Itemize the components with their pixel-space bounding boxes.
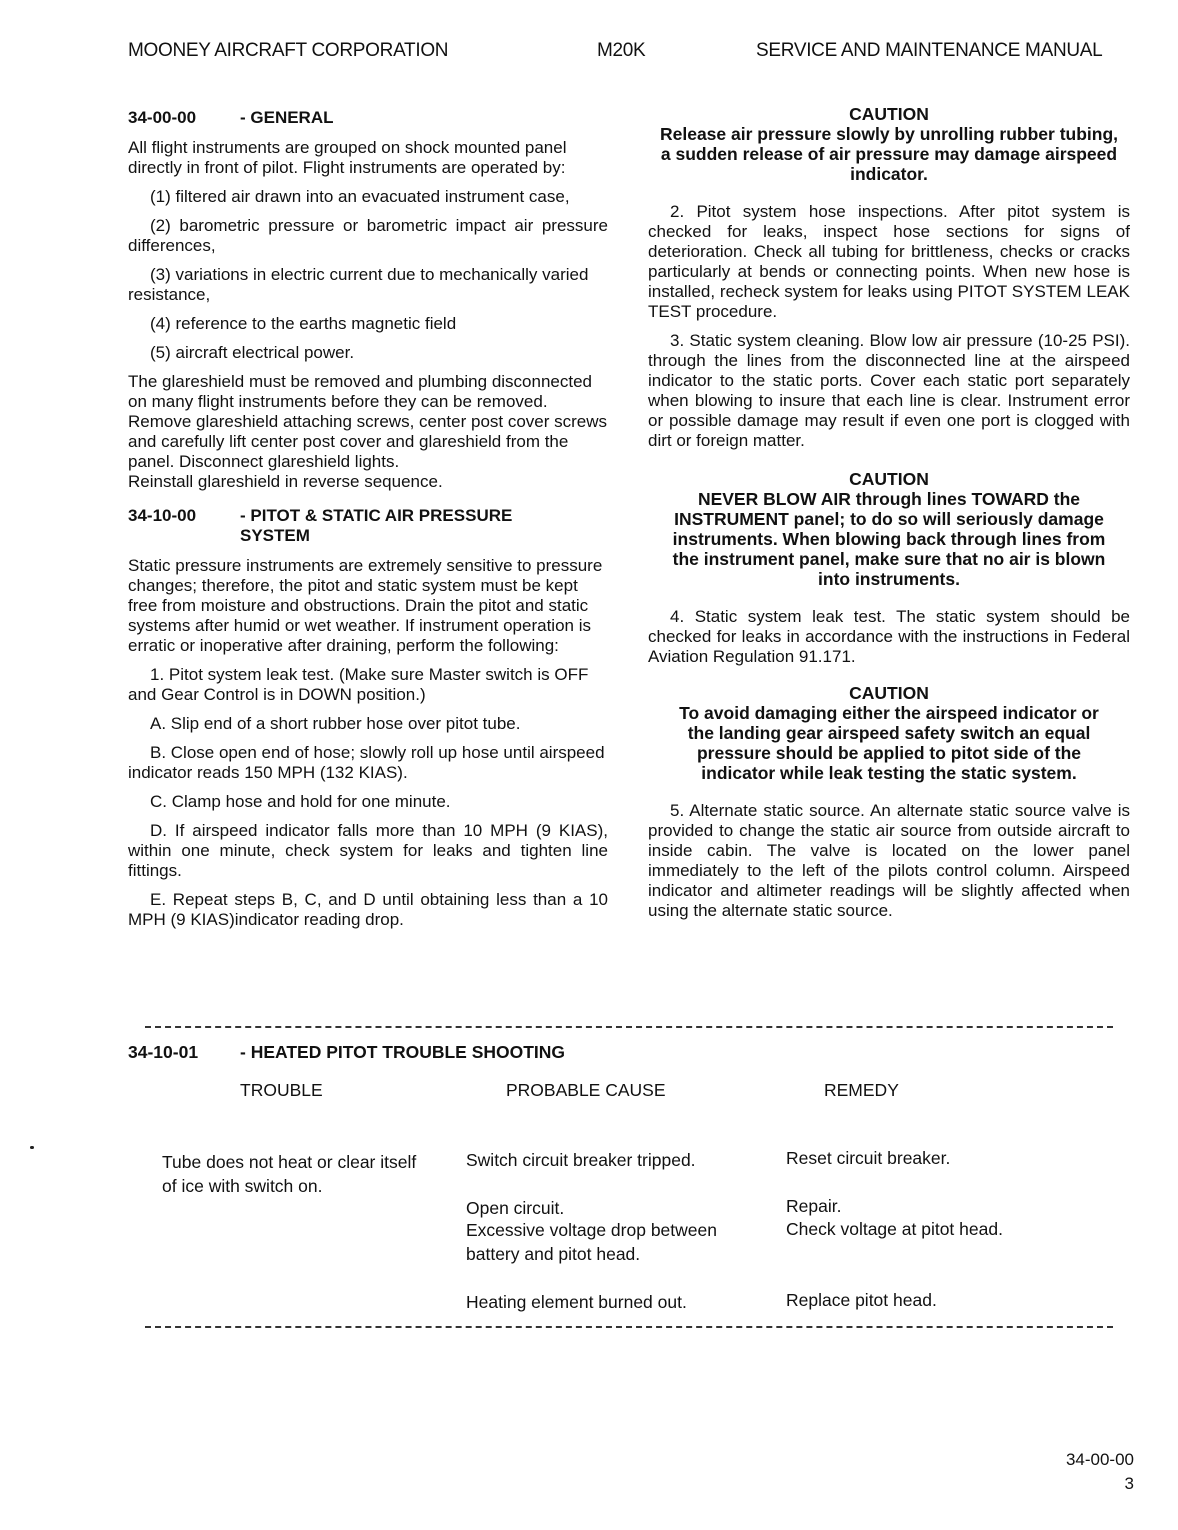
cause-cell: Heating element burned out. [466, 1292, 687, 1312]
list-item: 1. Pitot system leak test. (Make sure Master switch is OFF and Gear Control is in DOWN position.) [128, 665, 589, 704]
cause-cell: Excessive voltage drop between battery and pitot head. [466, 1220, 717, 1264]
left-column [128, 108, 608, 939]
caution-box [648, 469, 1130, 589]
caution-text: Release air pressure slowly by unrolling rubber tubing, a sudden release of air pressure may damage airspeed indicator. [659, 124, 1119, 184]
section-title: - GENERAL [240, 108, 334, 127]
section-heading-troubleshooting [128, 1042, 565, 1063]
trouble-cell: Tube does not heat or clear itself of ice with switch on. [162, 1152, 417, 1196]
list-item: B. Close open end of hose; slowly roll up hose until airspeed indicator reads 150 MPH (132 KIAS). [128, 743, 605, 782]
remedy-cell: Reset circuit breaker. [786, 1148, 951, 1168]
remedy-cell: Replace pitot head. [786, 1290, 937, 1310]
paragraph: The glareshield must be removed and plumbing disconnected on many flight instruments before they can be removed. Remove glareshield attaching screws, center post cover screws and carefully lift center post cover and glareshield from the panel. Disconnect glareshield lights. [128, 372, 608, 471]
list-item: A. Slip end of a short rubber hose over pitot tube. [150, 714, 521, 733]
caution-box [648, 104, 1130, 184]
caution-title: CAUTION [849, 104, 929, 124]
section-number: 34-00-00 [128, 108, 197, 127]
caution-text: NEVER BLOW AIR through lines TOWARD the INSTRUMENT panel; to do so will seriously damage instruments. When blowing back through lines from the instrument panel, make sure that no air is blown into instruments. [672, 489, 1106, 589]
section-number: 34-10-01 [128, 1042, 199, 1062]
paragraph: 4. Static system leak test. The static system should be checked for leaks in accordance with the instructions in Federal Aviation Regulation 91.171. [648, 607, 1130, 666]
list-item: C. Clamp hose and hold for one minute. [150, 792, 451, 811]
list-item: D. If airspeed indicator falls more than 10 MPH (9 KIAS), within one minute, check system for leaks and tighten line fittings. [128, 821, 608, 880]
list-item: (4) reference to the earths magnetic field [150, 314, 457, 333]
caution-title: CAUTION [849, 683, 929, 703]
list-item: (1) filtered air drawn into an evacuated instrument case, [150, 187, 570, 206]
section-number: 34-10-00 [128, 506, 197, 525]
cause-cell: Switch circuit breaker tripped. [466, 1150, 696, 1170]
list-item: E. Repeat steps B, C, and D until obtaining less than a 10 MPH (9 KIAS)indicator reading drop. [128, 890, 608, 929]
list-item: (5) aircraft electrical power. [150, 343, 355, 362]
column-header-trouble: TROUBLE [240, 1080, 323, 1100]
caution-title: CAUTION [849, 469, 929, 489]
paragraph: 2. Pitot system hose inspections. After pitot system is checked for leaks, inspect hose sections for signs of deterioration. Check all tubing for brittleness, checks or cracks particularly at bends or connecting points. When new hose is installed, recheck system for leaks using PITOT SYSTEM LEAK TEST procedure. [648, 202, 1130, 321]
remedy-cell: Repair. [786, 1196, 842, 1216]
paragraph: 5. Alternate static source. An alternate static source valve is provided to change the static air source from outside aircraft to inside cabin. The valve is located on the lower panel immediately to the left of the pilots control column. Airspeed indicator and altimeter readings will be slightly affected when using the alternate static source. [648, 801, 1130, 920]
divider [145, 1326, 1113, 1328]
stray-mark [30, 1146, 34, 1149]
list-item: (3) variations in electric current due to mechanically varied resistance, [128, 265, 589, 304]
divider [145, 1026, 1113, 1028]
header-model: M20K [597, 40, 646, 61]
header-manual-title: SERVICE AND MAINTENANCE MANUAL [756, 40, 1103, 61]
section-title: - HEATED PITOT TROUBLE SHOOTING [240, 1042, 566, 1062]
footer-page-number: 3 [1124, 1474, 1134, 1493]
paragraph: All flight instruments are grouped on shock mounted panel directly in front of pilot. Flight instruments are operated by: [128, 138, 567, 177]
cause-cell: Open circuit. [466, 1198, 565, 1218]
section-heading-general [128, 108, 608, 128]
column-header-remedy: REMEDY [824, 1080, 899, 1100]
footer-section-number: 34-00-00 [1065, 1450, 1134, 1469]
paragraph: 3. Static system cleaning. Blow low air pressure (10-25 PSI). through the lines from the disconnected line at the airspeed indicator to the static ports. Cover each static port separately when blowing to insure that each line is clear. Instrument error or possible damage may result if even one port is clogged with dirt or foreign matter. [648, 331, 1130, 450]
column-header-cause: PROBABLE CAUSE [506, 1080, 666, 1100]
header-company: MOONEY AIRCRAFT CORPORATION [128, 40, 449, 61]
paragraph: Reinstall glareshield in reverse sequence. [128, 472, 443, 491]
remedy-cell: Check voltage at pitot head. [786, 1219, 1003, 1239]
section-title: - PITOT & STATIC AIR PRESSURE SYSTEM [240, 506, 513, 545]
section-heading-pitot-static [128, 506, 608, 546]
caution-box [648, 683, 1130, 783]
right-column [648, 104, 1130, 930]
caution-text: To avoid damaging either the airspeed indicator or the landing gear airspeed safety switch an equal pressure should be applied to pitot side of the indicator while leak testing the static system. [679, 703, 1099, 783]
paragraph: Static pressure instruments are extremely sensitive to pressure changes; therefore, the pitot and static system must be kept free from moisture and obstructions. Drain the pitot and static systems after humid or wet weather. If instrument operation is erratic or inoperative after draining, perform the following: [128, 556, 603, 655]
list-item: (2) barometric pressure or barometric impact air pressure differences, [128, 216, 608, 255]
